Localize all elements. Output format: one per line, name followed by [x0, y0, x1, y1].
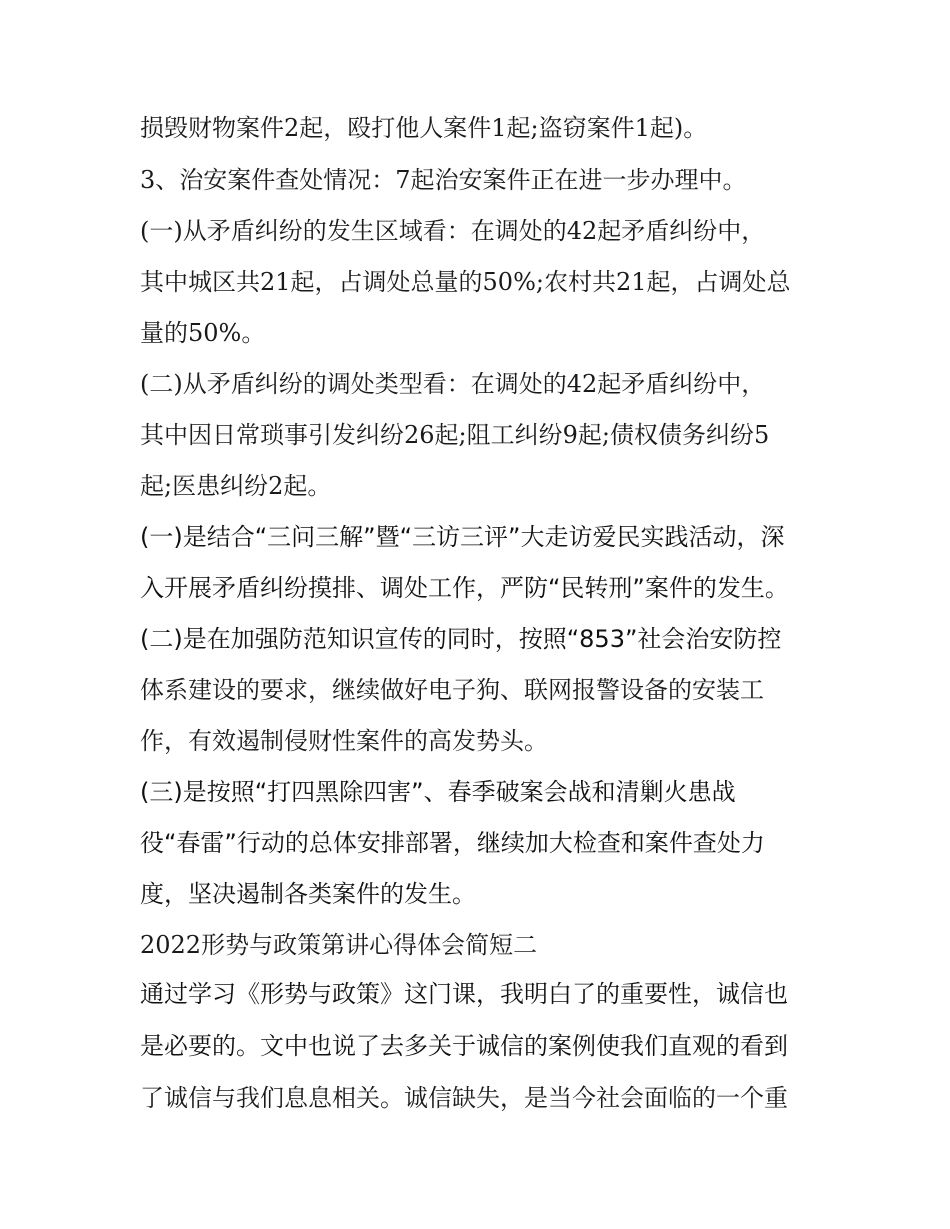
text-line: 起;医患纠纷2起。	[140, 472, 332, 500]
text-line: 3、治安案件查处情况：7起治安案件正在进一步办理中。	[140, 166, 747, 194]
text-line: (一)从矛盾纠纷的发生区域看：在调处的42起矛盾纠纷中，	[140, 217, 766, 245]
text-line: 了诚信与我们息息相关。诚信缺失，是当今社会面临的一个重	[140, 1084, 788, 1112]
text-line: 作，有效遏制侵财性案件的高发势头。	[140, 727, 548, 755]
text-line: 入开展矛盾纠纷摸排、调处工作，严防“民转刑”案件的发生。	[140, 574, 789, 602]
text-line: 其中因日常琐事引发纠纷26起;阻工纠纷9起;债权债务纠纷5	[140, 421, 770, 449]
text-line: (三)是按照“打四黑除四害”、春季破案会战和清剿火患战	[140, 778, 736, 806]
text-line: 量的50%。	[140, 319, 266, 347]
text-line: 役“春雷”行动的总体安排部署，继续加大检查和案件查处力	[140, 829, 765, 857]
text-line: (二)从矛盾纠纷的调处类型看：在调处的42起矛盾纠纷中，	[140, 370, 766, 398]
text-line: 是必要的。文中也说了去多关于诚信的案例使我们直观的看到	[140, 1032, 788, 1060]
text-line: 度，坚决遏制各类案件的发生。	[140, 880, 476, 908]
text-line: 其中城区共21起，占调处总量的50%;农村共21起，占调处总	[140, 268, 791, 296]
text-line: 体系建设的要求，继续做好电子狗、联网报警设备的安装工	[140, 676, 764, 704]
text-line: (一)是结合“三问三解”暨“三访三评”大走访爱民实践活动，深	[140, 523, 785, 551]
text-line: (二)是在加强防范知识宣传的同时，按照“853”社会治安防控	[140, 625, 782, 653]
section-heading: 2022形势与政策第讲心得体会简短二	[140, 931, 538, 959]
text-line: 通过学习《形势与政策》这门课，我明白了的重要性，诚信也	[140, 980, 788, 1008]
text-line: 损毁财物案件2起，殴打他人案件1起;盗窃案件1起)。	[140, 114, 708, 142]
